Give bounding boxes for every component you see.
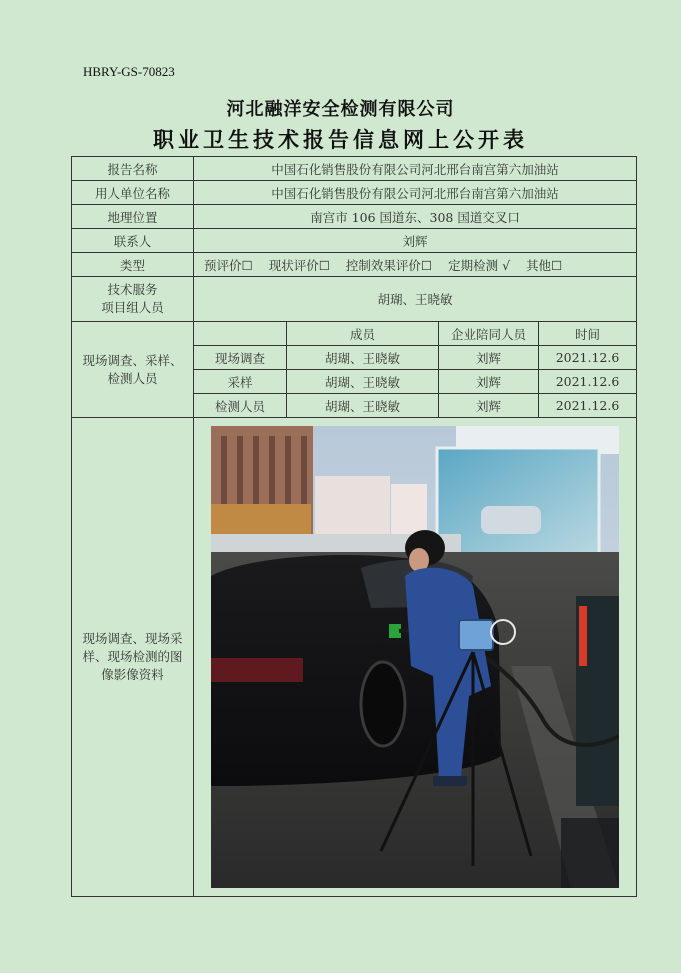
document-code: HBRY-GS-70823: [83, 64, 175, 79]
row-location: [72, 205, 637, 229]
type-option-pre-evaluation: 预评价☐: [204, 257, 253, 273]
label-employer: 用人单位名称: [72, 181, 194, 205]
photo-billboard: [437, 448, 599, 556]
row-employer: [72, 181, 637, 205]
survey-row-escort: 刘辉: [439, 370, 539, 394]
type-option-other: 其他☐: [526, 257, 563, 273]
survey-header-blank: [194, 322, 287, 346]
label-survey-line2: 检测人员: [107, 370, 158, 386]
survey-row-name: 现场调查: [194, 346, 287, 370]
label-survey: [72, 322, 194, 418]
label-team-line1: 技术服务: [107, 282, 158, 297]
type-option-status-evaluation: 现状评价☐: [268, 257, 330, 273]
survey-header-row: [72, 322, 637, 346]
photo-building-middle: [315, 476, 390, 534]
photo-worker-shoes: [433, 776, 467, 786]
photo-building-sign: [211, 504, 311, 536]
label-photo-line3: 像影像资料: [101, 667, 164, 682]
survey-row-date: 2021.12.6: [539, 394, 637, 418]
photo-sampling-device: [459, 620, 493, 650]
photo-building-right: [391, 484, 427, 534]
label-photo-line2: 样、现场检测的图: [82, 649, 183, 664]
label-photo-line1: 现场调查、现场采: [82, 631, 183, 646]
survey-row-name: 采样: [194, 370, 287, 394]
value-team: 胡瑚、王晓敏: [194, 277, 637, 322]
survey-header-members: 成员: [287, 322, 439, 346]
survey-row-members: 胡瑚、王晓敏: [287, 394, 439, 418]
photo-barrier: [579, 606, 587, 666]
site-photo: [211, 426, 619, 888]
photo-billboard-car: [481, 506, 541, 534]
value-contact: 刘辉: [194, 229, 637, 253]
survey-row-members: 胡瑚、王晓敏: [287, 370, 439, 394]
type-option-control-evaluation: 控制效果评价☐: [345, 257, 433, 273]
photo-cell: [194, 418, 637, 897]
value-employer: 中国石化销售股份有限公司河北邢台南宫第六加油站: [194, 181, 637, 205]
row-report-name: [72, 157, 637, 181]
value-report-name: 中国石化销售股份有限公司河北邢台南宫第六加油站: [194, 157, 637, 181]
label-survey-line1: 现场调查、采样、: [82, 352, 183, 368]
disclosure-table: [71, 156, 637, 897]
page-title: 职业卫生技术报告信息网上公开表: [153, 127, 528, 152]
company-name: 河北融洋安全检测有限公司: [226, 99, 455, 120]
survey-row-date: 2021.12.6: [539, 370, 637, 394]
label-report-name: 报告名称: [72, 157, 194, 181]
photo-car-taillight: [211, 658, 303, 682]
survey-header-escort: 企业陪同人员: [439, 322, 539, 346]
survey-header-date: 时间: [539, 322, 637, 346]
type-option-periodic-testing: 定期检测 √: [448, 257, 511, 273]
type-options: [194, 253, 637, 277]
label-photo: [72, 418, 194, 897]
survey-row-date: 2021.12.6: [539, 346, 637, 370]
row-type: [72, 253, 637, 277]
row-team: [72, 277, 637, 322]
label-type: 类型: [72, 253, 194, 277]
survey-row-name: 检测人员: [194, 394, 287, 418]
survey-row-escort: 刘辉: [439, 394, 539, 418]
row-photo: [72, 418, 637, 897]
label-contact: 联系人: [72, 229, 194, 253]
label-team-line2: 项目组人员: [101, 300, 164, 315]
photo-equipment-case: [561, 818, 619, 888]
label-team: [72, 277, 194, 322]
survey-row-members: 胡瑚、王晓敏: [287, 346, 439, 370]
photo-car-wheel: [361, 662, 405, 746]
row-contact: [72, 229, 637, 253]
label-location: 地理位置: [72, 205, 194, 229]
value-location: 南宫市 106 国道东、308 国道交叉口: [194, 205, 637, 229]
survey-row-escort: 刘辉: [439, 346, 539, 370]
